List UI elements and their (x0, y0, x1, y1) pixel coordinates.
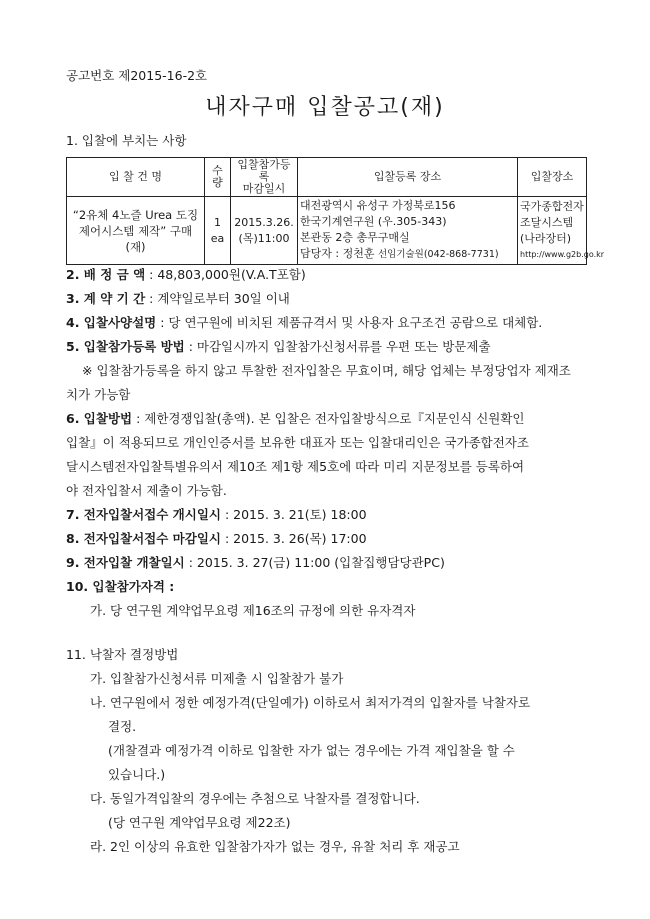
registration-address-1: 대전광역시 유성구 가정북로156 (300, 199, 456, 212)
cell-deadline: 2015.3.26. (목)11:00 (231, 197, 298, 265)
cell-bid-name: “2유체 4노즐 Urea 도징 제어시스템 제작” 구매(재) (67, 197, 205, 265)
item-11-c-1: 다. 동일가격입찰의 경우에는 추첨으로 낙찰자를 결정합니다. (90, 791, 420, 806)
header-deadline: 입찰참가등록 마감일시 (231, 158, 298, 197)
item-3 (66, 289, 290, 307)
table-row (67, 197, 587, 265)
item-4 (66, 313, 542, 331)
item-10-label: 10. 입찰참가자격 : (66, 579, 175, 594)
item-2-value: : 48,803,000원(V.A.T포함) (145, 267, 306, 282)
item-11-b-2: 결정. (108, 719, 137, 734)
item-11-b-3: (개찰결과 예정가격 이하로 입찰한 자가 없는 경우에는 가격 재입찰을 할 수 (108, 743, 515, 758)
item-11-b-1: 나. 연구원에서 정한 예정가격(단일예가) 이하로서 최저가격의 입찰자를 낙찰자로 (90, 695, 531, 710)
item-11-a: 가. 입찰참가신청서류 미제출 시 입찰참가 불가 (90, 671, 344, 686)
item-6-value: : 제한경쟁입찰(총액). 본 입찰은 전자입찰방식으로『지문인식 신원확인 (132, 411, 525, 426)
item-6-label: 6. 입찰방법 (66, 411, 133, 426)
notice-number: 공고번호 제2015-16-2호 (66, 68, 208, 83)
item-7-value: : 2015. 3. 21(토) 18:00 (220, 507, 367, 522)
item-5-note-1: ※ 입찰참가등록을 하지 않고 투찰한 전자입찰은 무효이며, 해당 업체는 부정당업자 제재조 (82, 363, 571, 378)
section-1-heading: 1. 입찰에 부치는 사항 (66, 133, 187, 148)
cell-registration-place (298, 197, 518, 265)
item-6-line-2: 입찰』이 적용되므로 개인인증서를 보유한 대표자 또는 입찰대리인은 국가종합전자조 (66, 435, 529, 450)
item-8-value: : 2015. 3. 26(목) 17:00 (220, 531, 367, 546)
contact-label: 담당자 : 정천훈 (300, 247, 375, 260)
item-8-label: 8. 전자입찰서접수 마감일시 (66, 531, 221, 546)
bid-place-name: 국가종합전자조달시스템(나라장터) (520, 199, 584, 245)
cell-quantity: 1 ea (205, 197, 231, 265)
header-quantity: 수량 (205, 158, 231, 197)
item-5-label: 5. 입찰참가등록 방법 (66, 339, 185, 354)
item-11-b-4: 있습니다.) (108, 767, 166, 782)
registration-address-3: 본관동 2층 총무구매실 (300, 231, 410, 244)
registration-address-2: 한국기계연구원 (우.305-343) (300, 215, 447, 228)
item-9-label: 9. 전자입찰 개찰일시 (66, 555, 185, 570)
item-8 (66, 529, 367, 547)
item-11-c-2: (당 연구원 계약업무요령 제22조) (108, 815, 291, 830)
item-6 (66, 409, 525, 427)
item-4-label: 4. 입찰사양설명 (66, 315, 157, 330)
item-11-d: 라. 2인 이상의 유효한 입찰참가자가 없는 경우, 유찰 처리 후 재공고 (90, 839, 460, 854)
item-7 (66, 505, 367, 523)
item-6-line-3: 달시스템전자입찰특별유의서 제10조 제1항 제5호에 따라 미리 지문정보를 등록하여 (66, 459, 525, 474)
item-5 (66, 337, 491, 355)
item-2-label: 2. 배 정 금 액 (66, 267, 146, 282)
item-9 (66, 553, 445, 571)
item-6-line-4: 야 전자입찰서 제출이 가능함. (66, 483, 227, 498)
bid-info-table (66, 157, 605, 265)
item-3-value: : 계약일로부터 30일 이내 (145, 291, 290, 306)
header-registration-place: 입찰등록 장소 (298, 158, 518, 197)
bid-place-url[interactable]: http://www.g2b.go.kr (520, 249, 605, 259)
item-11-label: 11. 낙찰자 결정방법 (66, 647, 179, 662)
table-header-row (67, 158, 587, 197)
item-3-label: 3. 계 약 기 간 (66, 291, 146, 306)
item-5-note-2: 치가 가능함 (66, 387, 131, 402)
cell-bid-place (518, 197, 605, 265)
registration-contact (300, 246, 515, 263)
header-bid-name: 입 찰 건 명 (67, 158, 205, 197)
item-5-value: : 마감일시까지 입찰참가신청서류를 우편 또는 방문제출 (184, 339, 491, 354)
item-7-label: 7. 전자입찰서접수 개시일시 (66, 507, 221, 522)
page-title: 내자구매 입찰공고(재) (205, 95, 445, 120)
item-10-a: 가. 당 연구원 계약업무요령 제16조의 규정에 의한 유자격자 (90, 603, 416, 618)
item-2 (66, 265, 306, 283)
header-bid-place: 입찰장소 (518, 158, 587, 197)
item-4-value: : 당 연구원에 비치된 제품규격서 및 사용자 요구조건 공람으로 대체함. (156, 315, 543, 330)
contact-detail: 선임기술원(042-868-7731) (377, 249, 499, 260)
item-9-value: : 2015. 3. 27(금) 11:00 (입찰집행담당관PC) (184, 555, 445, 570)
